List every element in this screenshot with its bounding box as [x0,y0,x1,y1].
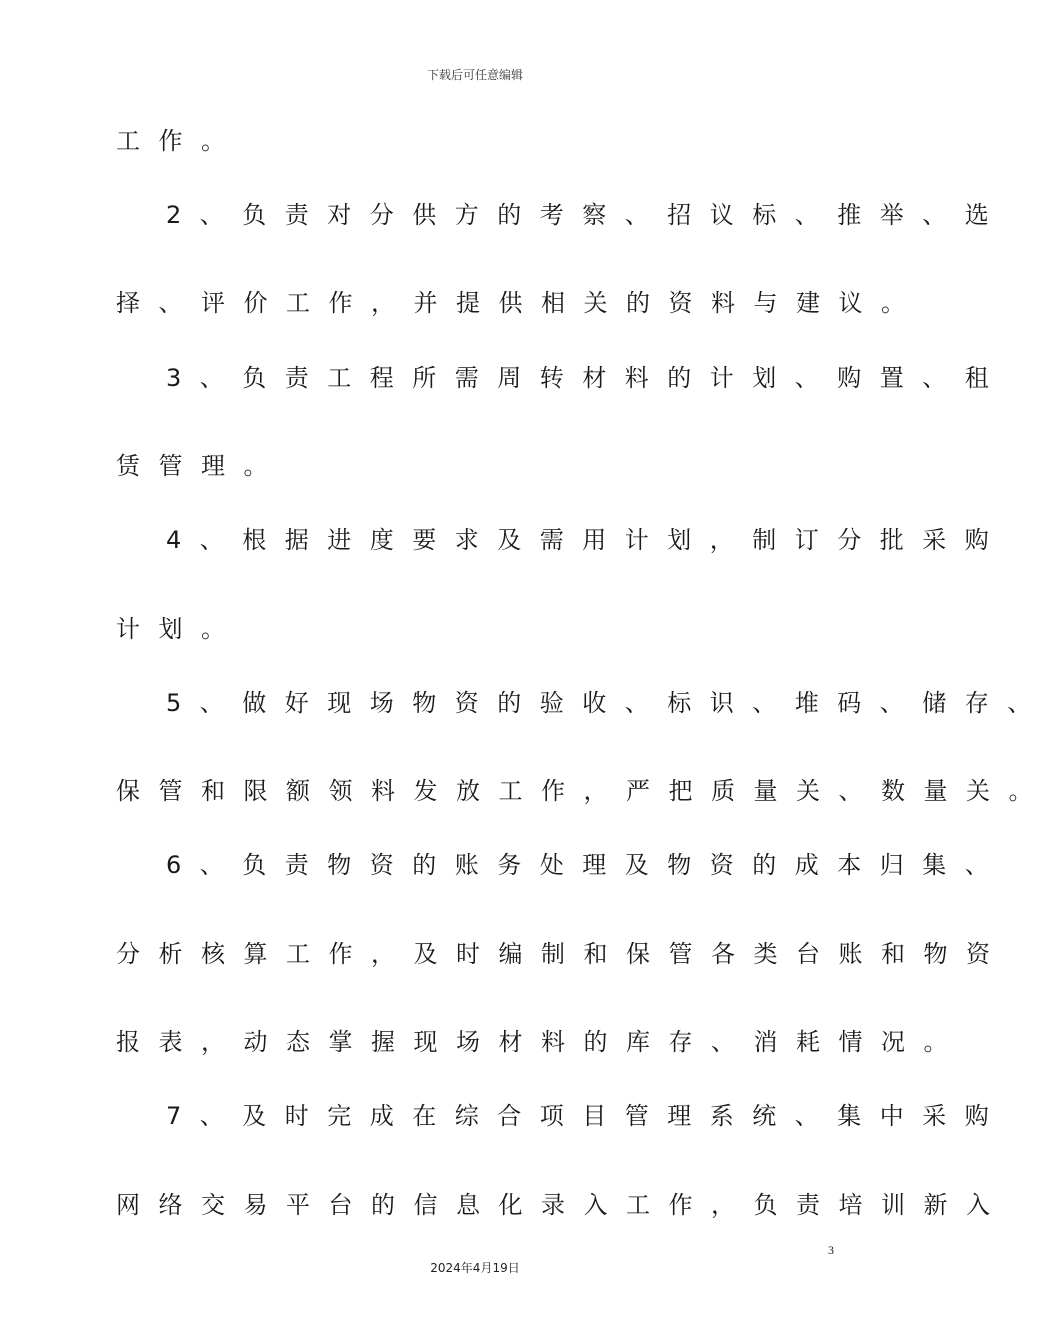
body-line: 7、及时完成在综合项目管理系统、集中采购 [166,1102,1008,1130]
body-line: 3、负责工程所需周转材料的计划、购置、租 [166,364,1008,392]
body-line: 择、评价工作，并提供相关的资料与建议。 [116,289,924,317]
body-line: 2、负责对分供方的考察、招议标、推举、选 [166,201,1008,229]
body-line: 赁管理。 [116,452,286,480]
body-line: 5、做好现场物资的验收、标识、堆码、储存、 [166,689,1050,717]
page-footer-date: 2024年4月19日 [430,1261,520,1275]
body-line: 网络交易平台的信息化录入工作，负责培训新入 [116,1191,1009,1219]
body-line: 工作。 [116,127,244,155]
body-line: 6、负责物资的账务处理及物资的成本归集、 [166,851,1008,879]
body-line: 保管和限额领料发放工作，严把质量关、数量关。 [116,777,1051,805]
body-line: 4、根据进度要求及需用计划，制订分批采购 [166,526,1008,554]
body-line: 计划。 [116,615,244,643]
page-header: 下载后可任意编辑 [426,68,523,82]
body-line: 分析核算工作，及时编制和保管各类台账和物资 [116,940,1009,968]
page-number: 3 [828,1243,834,1257]
body-line: 报表，动态掌握现场材料的库存、消耗情况。 [116,1028,966,1056]
